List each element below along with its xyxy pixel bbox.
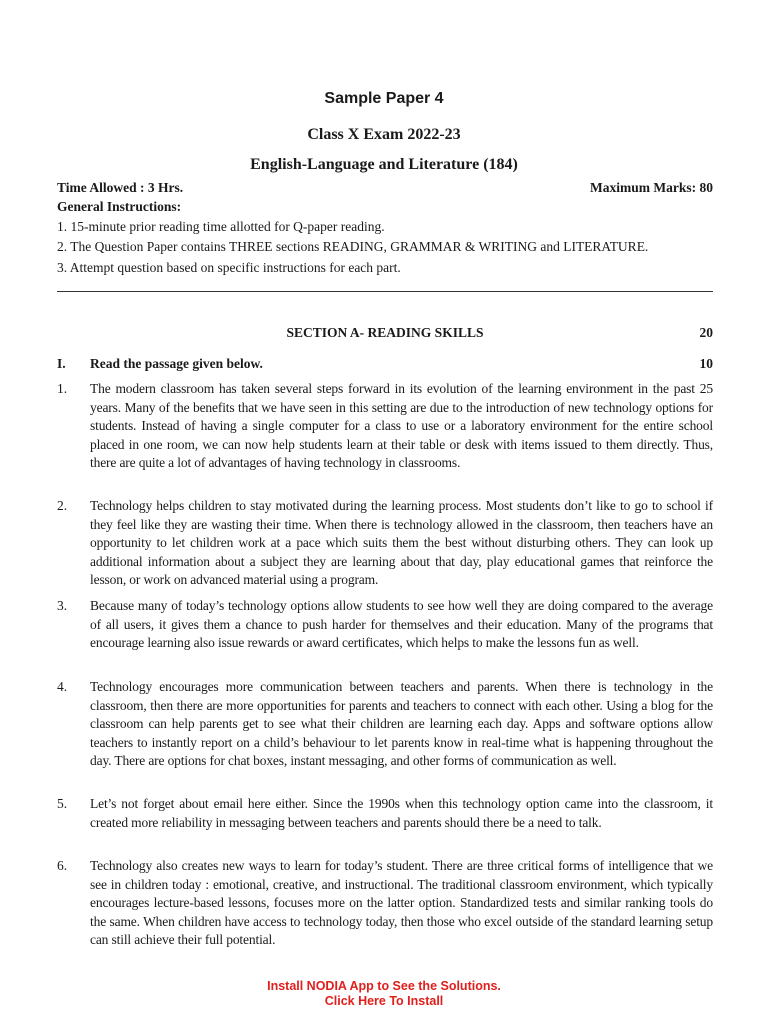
subject-name: English-Language and Literature (184) xyxy=(250,156,518,173)
question-text: Read the passage given below. xyxy=(90,356,263,371)
page-title: Sample Paper 4 xyxy=(324,90,444,107)
passage-paragraph xyxy=(57,795,713,832)
paragraph-number: 1. xyxy=(57,381,68,396)
paragraph-text: Because many of today’s technology options allow students to see how well they are doing compared to the average of all users, it gives them a chance to push harder for themselves and their education. Many of the programs that encourage learning also issue rewards or award certificates, which helps to make the lessons fun as well. xyxy=(90,598,713,650)
instruction-item: 3. Attempt question based on specific instructions for each part. xyxy=(57,260,401,275)
paragraph-number: 5. xyxy=(57,796,68,811)
passage-paragraph xyxy=(57,380,713,473)
paragraph-text: The modern classroom has taken several steps forward in its evolution of the learning environment in the past 25 years. Many of the benefits that we have seen in this setting are due to the introduction of new technology options for students. Instead of having a single computer for a class to use or a laboratory environment for the entire school placed in one room, we can now help students learn at their table or desk with items issued to them directly. Thus, there are quite a lot of advantages of having technology in classrooms. xyxy=(90,381,713,470)
paragraph-text: Technology also creates new ways to learn for today’s student. There are three critical forms of intelligence that we see in children today : emotional, creative, and instructional. The traditional classroom environment, which typically encourages lecture-based lessons, focuses more on the latter option. Standardized tests and similar ranking tools do the same. When children have access to technology today, then those who excel outside of the standard learning setup can still achieve their full potential. xyxy=(90,858,713,947)
paragraph-number: 3. xyxy=(57,598,68,613)
question-header xyxy=(57,355,713,374)
section-title: SECTION A- READING SKILLS xyxy=(286,325,484,340)
paragraph-text: Let’s not forget about email here either. Since the 1990s when this technology option came into the classroom, it created more reliability in messaging between teachers and parents should there be a need to talk. xyxy=(90,796,713,830)
instruction-item: 1. 15-minute prior reading time allotted for Q-paper reading. xyxy=(57,219,385,234)
passage-paragraph xyxy=(57,497,713,590)
paragraph-text: Technology encourages more communication between teachers and parents. When there is technology in the classroom, then there are more opportunities for parents and teachers to connect with each other. Using a blog for the classroom can help parents get to see what their children are learning each day. Apps and software options allow teachers to instantly report on a child’s behaviour to let parents know in real-time what is happening throughout the day. There are options for chat boxes, instant messaging, and other forms of communication as well. xyxy=(90,679,713,768)
divider xyxy=(57,291,713,292)
passage-paragraph xyxy=(57,597,713,653)
passage-paragraph xyxy=(57,678,713,771)
section-marks: 20 xyxy=(699,325,713,340)
paragraph-number: 6. xyxy=(57,858,68,873)
install-app-link[interactable]: Install NODIA App to See the Solutions. xyxy=(267,979,501,993)
paragraph-number: 4. xyxy=(57,679,68,694)
max-marks: Maximum Marks: 80 xyxy=(590,180,713,195)
passage-paragraph xyxy=(57,857,713,950)
paragraph-text: Technology helps children to stay motivated during the learning process. Most students don’t like to go to school if they feel like they are wasting their time. When there is technology allowed in the classroom, then teachers have an opportunity to let children work at a pace which suits them the best without disturbing others. They can look up additional information about a subject they are learning about that day, play educational games that reinforce the lesson, or work on advanced material using a program. xyxy=(90,498,713,587)
exam-name: Class X Exam 2022-23 xyxy=(307,126,461,143)
paragraph-number: 2. xyxy=(57,498,68,513)
instructions-heading: General Instructions: xyxy=(57,199,182,214)
question-marks: 10 xyxy=(699,356,713,371)
question-number: I. xyxy=(57,356,66,371)
instruction-item: 2. The Question Paper contains THREE sections READING, GRAMMAR & WRITING and LITERATURE. xyxy=(57,239,649,254)
time-marks-row xyxy=(57,180,713,196)
time-allowed: Time Allowed : 3 Hrs. xyxy=(57,180,184,195)
install-click-link[interactable]: Click Here To Install xyxy=(324,994,444,1008)
